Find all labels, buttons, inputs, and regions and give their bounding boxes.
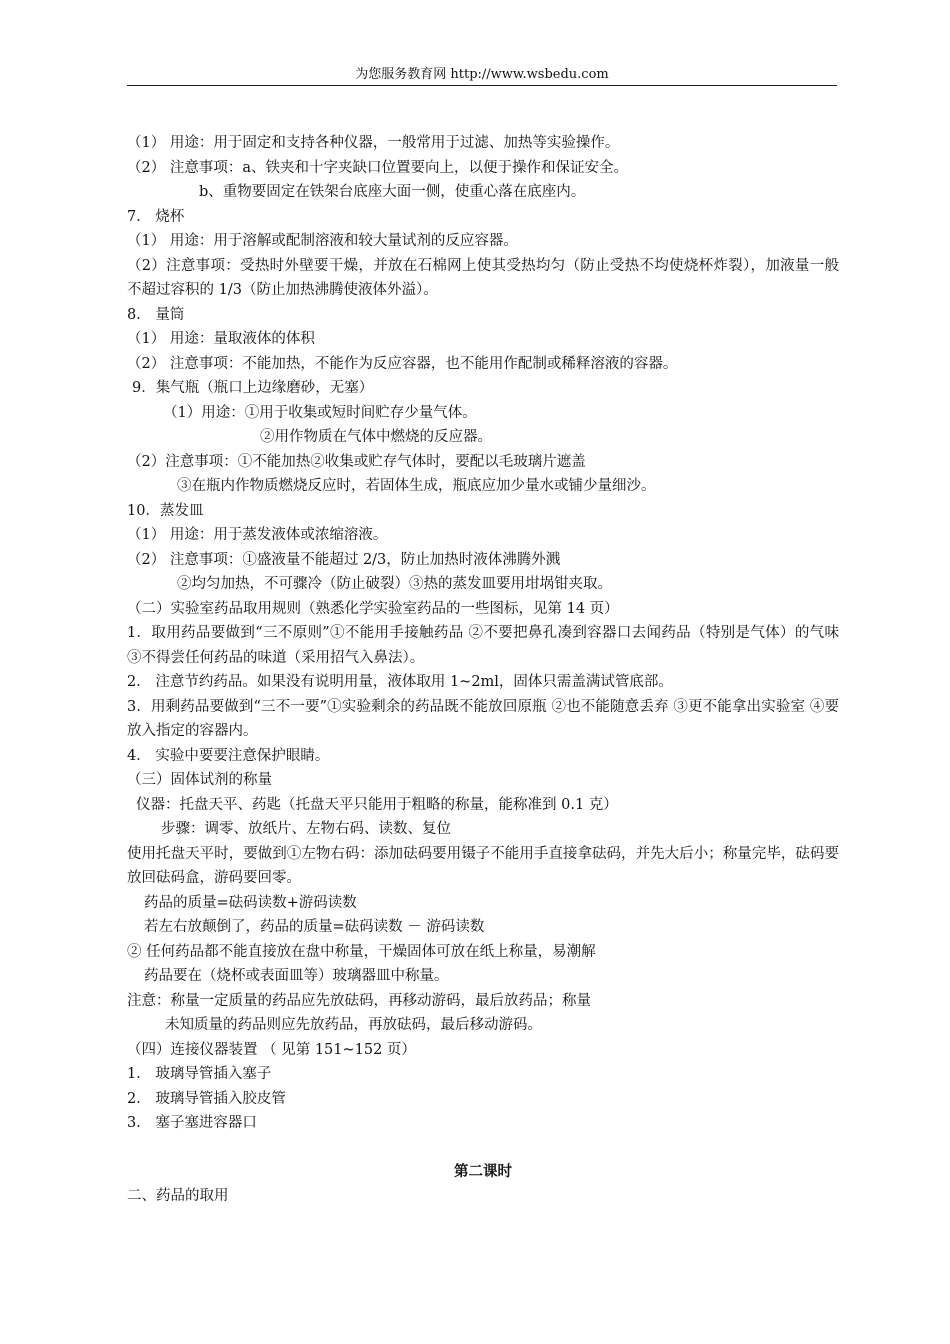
text-paragraph: 3．用剩药品要做到“三不一要”①实验剩余的药品既不能放回原瓶 ②也不能随意丢弃 ③更不能拿出实验室 ④要放入指定的容器内。: [127, 698, 839, 739]
text-line: b、重物要固定在铁架台底座大面一侧，使重心落在底座内。: [199, 184, 586, 200]
text-line: （1） 用途：量取液体的体积: [127, 331, 315, 347]
text-line: 仪器：托盘天平、药匙（托盘天平只能用于粗略的称量，能称准到 0.1 克）: [136, 796, 618, 813]
text-line: 药品的质量=砝码读数+游码读数: [144, 894, 357, 911]
text-line: ② 任何药品都不能直接放在盘中称量，干燥固体可放在纸上称量，易潮解: [127, 943, 596, 960]
text-line: 1． 玻璃导管插入塞子: [127, 1066, 272, 1082]
text-line: （2） 注意事项：不能加热，不能作为反应容器，也不能用作配制或稀释溶液的容器。: [127, 355, 678, 372]
text-line: （1）用途：①用于收集或短时间贮存少量气体。: [163, 404, 477, 421]
text-line: 8． 量筒: [127, 306, 185, 323]
text-line: 3． 塞子塞进容器口: [127, 1115, 257, 1131]
document-body: [127, 131, 839, 1209]
text-line: 10．蒸发皿: [127, 502, 204, 519]
text-paragraph: 1．取用药品要做到“三不原则”①不能用手接触药品 ②不要把鼻孔凑到容器口去闻药品（特别是气体）的气味 ③不得尝任何药品的味道（采用招气入鼻法）。: [127, 625, 839, 666]
text-line: 步骤：调零、放纸片、左物右码、读数、复位: [161, 821, 451, 837]
text-line: 9．集气瓶（瓶口上边缘磨砂，无塞）: [132, 380, 374, 396]
text-line: （二）实验室药品取用规则（熟悉化学实验室药品的一些图标，见第 14 页）: [127, 600, 619, 617]
text-line: （2） 注意事项：①盛液量不能超过 2/3，防止加热时液体沸腾外溅: [127, 551, 561, 568]
text-paragraph: （2）注意事项：受热时外壁要干燥，并放在石棉网上使其受热均匀（防止受热不均使烧杯炸裂），加液量一般不超过容积的 1/3（防止加热沸腾使液体外溢）。: [127, 257, 839, 298]
text-line: 若左右放颠倒了，药品的质量=砝码读数 － 游码读数: [144, 919, 485, 935]
text-line: （2） 注意事项：a、铁夹和十字夹缺口位置要向上，以便于操作和保证安全。: [127, 159, 628, 176]
text-line: ②均匀加热，不可骤冷（防止破裂）③热的蒸发皿要用坩埚钳夹取。: [177, 576, 612, 592]
text-line: （1） 用途：用于固定和支持各种仪器，一般常用于过滤、加热等实验操作。: [127, 135, 620, 151]
header-rule: [127, 85, 837, 86]
text-line: 2． 玻璃导管插入胶皮管: [127, 1090, 286, 1107]
blank-gap: [127, 1136, 839, 1160]
text-line: ③在瓶内作物质燃烧反应时，若固体生成，瓶底应加少量水或铺少量细沙。: [177, 478, 656, 494]
text-line: 4． 实验中要要注意保护眼睛。: [127, 747, 330, 764]
text-line: 2． 注意节约药品。如果没有说明用量，液体取用 1~2ml，固体只需盖满试管底部。: [127, 674, 673, 690]
text-paragraph: 使用托盘天平时，要做到①左物右码：添加砝码要用镊子不能用手直接拿砝码，并先大后小；称量完毕，砝码要放回砝码盒，游码要回零。: [127, 845, 839, 886]
text-line: 未知质量的药品则应先放药品，再放砝码，最后移动游码。: [165, 1017, 542, 1033]
section-title: 第二课时: [454, 1162, 512, 1180]
text-line: （2）注意事项：①不能加热②收集或贮存气体时，要配以毛玻璃片遮盖: [127, 453, 586, 470]
text-line: （1） 用途：用于蒸发液体或浓缩溶液。: [127, 527, 388, 543]
text-line: （三）固体试剂的称量: [127, 772, 272, 788]
text-line: （1） 用途：用于溶解或配制溶液和较大量试剂的反应容器。: [127, 233, 518, 249]
text-line: ②用作物质在气体中燃烧的反应器。: [260, 429, 492, 445]
text-line: 药品要在（烧杯或表面皿等）玻璃器皿中称量。: [144, 968, 449, 984]
page-header: 为您服务教育网 http://www.wsbedu.com: [355, 67, 609, 82]
text-line: （四）连接仪器装置 （ 见第 151~152 页）: [127, 1041, 416, 1058]
text-line: 二、药品的取用: [127, 1188, 229, 1204]
text-line: 7． 烧杯: [127, 208, 185, 225]
text-line: 注意：称量一定质量的药品应先放砝码，再移动游码，最后放药品；称量: [127, 992, 591, 1009]
